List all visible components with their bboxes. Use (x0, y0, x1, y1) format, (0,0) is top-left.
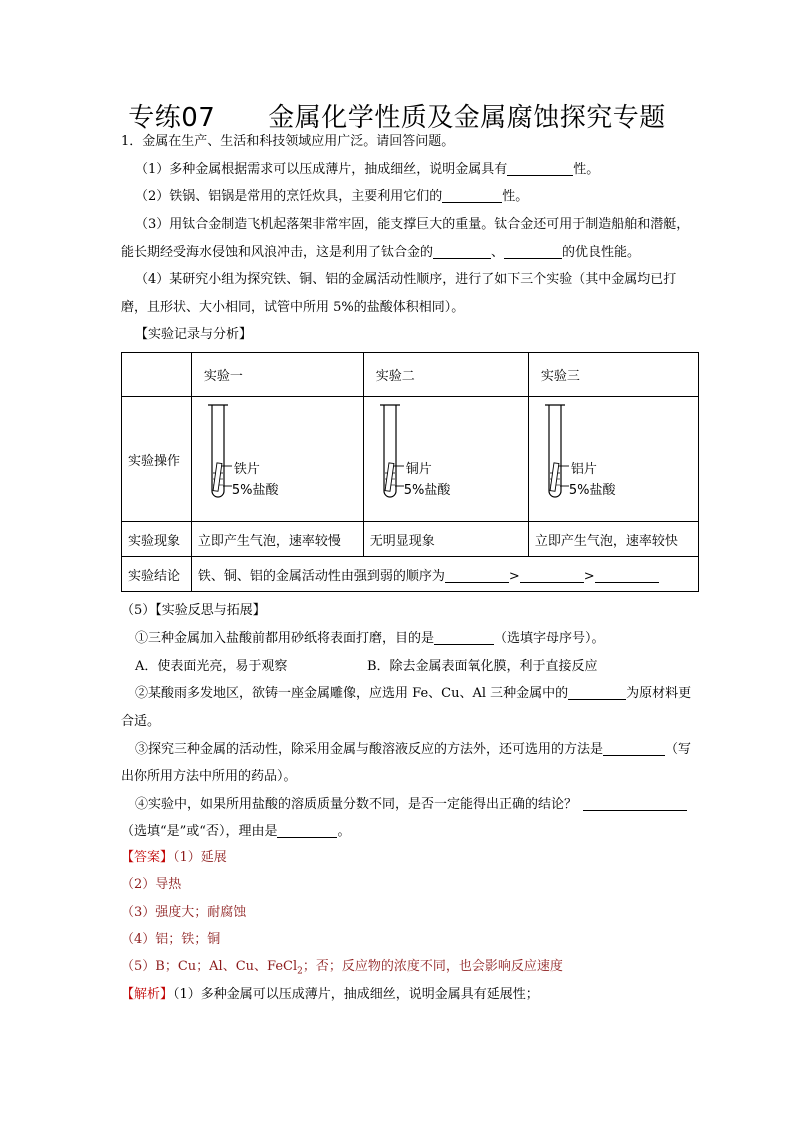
answer-4: （4）铝；铁；铜 (121, 932, 221, 947)
metal-label-3: 铝片 (570, 462, 597, 477)
test-tube-icon (539, 403, 689, 515)
gt-sign-2: > (583, 568, 595, 584)
gt-sign-1: > (508, 568, 520, 584)
metal-label-2: 铜片 (405, 462, 432, 477)
test-tube-figure-2 (374, 403, 524, 515)
acid-label-3: 5%盐酸 (568, 483, 616, 498)
answer-3: （3）强度大；耐腐蚀 (121, 905, 247, 920)
table-row-phenomenon (122, 522, 699, 557)
answer-5 (121, 957, 691, 982)
question-intro: 1．金属在生产、生活和科技领域应用广泛。请回答问题。 (121, 134, 455, 149)
analysis-text: （1）多种金属可以压成薄片，抽成细丝，说明金属具有延展性； (173, 987, 539, 1002)
answer-1: （1）延展 (173, 850, 227, 865)
question-1-3-line1: （3）用钛合金制造飞机起落架非常牢固，能支撑巨大的重量。钛合金还可用于制造船舶和潜艇， (135, 217, 690, 232)
record-title: 【实验记录与分析】 (135, 327, 253, 342)
reflection-2-line1 (135, 684, 705, 704)
blank-r4a[interactable] (583, 796, 687, 811)
blank-order-2[interactable] (520, 568, 584, 583)
question-1-4-line2: 磨，且形状、大小相同，试管中所用 5%的盐酸体积相同）。 (121, 300, 465, 315)
answer-line-1 (121, 848, 691, 868)
answer-2: （2）导热 (121, 877, 182, 892)
table-header-exp2: 实验二 (363, 353, 528, 397)
reflection-3-line2: 出你所用方法中所用的药品）。 (121, 769, 297, 784)
option-a: A．使表面光亮，易于观察 (135, 659, 288, 674)
question-1-2 (135, 187, 705, 207)
reflection-4-line2 (121, 822, 691, 842)
phenomenon-1: 立即产生气泡，速率较慢 (191, 522, 363, 557)
tube-cell-1 (191, 397, 363, 522)
test-tube-figure-3 (539, 403, 689, 515)
test-tube-icon (202, 403, 352, 515)
q1-1-text: （1）多种金属根据需求可以压成薄片，抽成细丝，说明金属具有 (135, 162, 508, 177)
blank-r3[interactable] (603, 741, 665, 756)
test-tube-figure-1 (202, 403, 352, 515)
row-label-operation: 实验操作 (122, 397, 192, 522)
reflection-4-line1 (135, 795, 705, 815)
r1-suffix: （选填字母序号）。 (494, 631, 605, 646)
reflection-title: （5）【实验反思与拓展】 (121, 603, 266, 618)
q1-2-suffix: 性。 (502, 189, 529, 204)
blank-r1[interactable] (434, 630, 494, 645)
row-label-phenomenon: 实验现象 (122, 522, 192, 557)
blank-3a[interactable] (433, 244, 491, 259)
question-1-1 (135, 160, 705, 180)
analysis-label: 【解析】 (121, 987, 174, 1002)
blank-r2[interactable] (568, 685, 626, 700)
blank-order-1[interactable] (445, 568, 509, 583)
conclusion-cell (191, 557, 698, 592)
answer-5-a: （5）B；Cu；Al、Cu、FeCl (121, 959, 298, 974)
q1-2-text: （2）铁锅、铝锅是常用的烹饪炊具，主要利用它们的 (135, 189, 443, 204)
r2-suffix: 为原材料更 (626, 686, 692, 701)
tube-cell-3 (528, 397, 698, 522)
phenomenon-2: 无明显现象 (363, 522, 528, 557)
r4-choice: （选填“是”或“否），理由是 (121, 824, 278, 839)
r3-suffix: （写 (665, 742, 692, 757)
blank-1[interactable] (507, 161, 573, 176)
q1-3-suffix: 的优良性能。 (562, 245, 641, 260)
row-label-conclusion: 实验结论 (122, 557, 192, 592)
q1-3-text: 能长期经受海水侵蚀和风浪冲击，这是利用了钛合金的 (121, 245, 434, 260)
r3-text: ③探究三种金属的活动性，除采用金属与酸溶液反应的方法外，还可选用的方法是 (135, 742, 604, 757)
table-header-exp1: 实验一 (191, 353, 363, 397)
r4-text: ④实验中，如果所用盐酸的溶质质量分数不同，是否一定能得出正确的结论？ (135, 797, 578, 812)
r4-period: 。 (337, 824, 351, 839)
analysis-line (121, 985, 691, 1005)
table-row-conclusion (122, 557, 699, 592)
q1-3-sep: 、 (491, 245, 505, 260)
table-header-exp3: 实验三 (528, 353, 698, 397)
page-title: 专练07 金属化学性质及金属腐蚀探究专题 (128, 103, 666, 133)
blank-2[interactable] (442, 188, 502, 203)
phenomenon-3: 立即产生气泡，速率较快 (528, 522, 698, 557)
question-1-3-line2 (121, 243, 691, 263)
question-1-4-line1: （4）某研究小组为探究铁、铜、铝的金属活动性顺序，进行了如下三个实验（其中金属均已打 (135, 272, 677, 287)
answer-label: 【答案】 (121, 850, 174, 865)
acid-label-2: 5%盐酸 (403, 483, 451, 498)
table-header-row (122, 353, 699, 397)
reflection-1 (135, 629, 705, 649)
q1-1-suffix: 性。 (573, 162, 600, 177)
reflection-2-line2: 合适。 (121, 714, 161, 729)
blank-r4b[interactable] (277, 823, 337, 838)
reflection-3-line1 (135, 740, 705, 760)
blank-order-3[interactable] (595, 568, 659, 583)
r1-text: ①三种金属加入盐酸前都用砂纸将表面打磨，目的是 (135, 631, 435, 646)
acid-label-1: 5%盐酸 (231, 483, 279, 498)
option-b: B．除去金属表面氧化膜，利于直接反应 (367, 659, 598, 674)
tube-cell-2 (363, 397, 528, 522)
reflection-options (135, 657, 705, 677)
r2-text: ②某酸雨多发地区，欲铸一座金属雕像，应选用 Fe、Cu、Al 三种金属中的 (135, 686, 569, 701)
table-row-operation (122, 397, 699, 522)
experiment-table (121, 352, 699, 592)
metal-label-1: 铁片 (233, 462, 260, 477)
blank-3b[interactable] (504, 244, 562, 259)
test-tube-icon (374, 403, 524, 515)
conclusion-text: 铁、铜、铝的金属活动性由强到弱的顺序为 (197, 568, 445, 584)
table-header-blank (122, 353, 192, 397)
answer-5-b: ；否；反应物的浓度不同，也会影响反应速度 (302, 959, 563, 974)
answer-5-sub: 2 (297, 966, 303, 977)
